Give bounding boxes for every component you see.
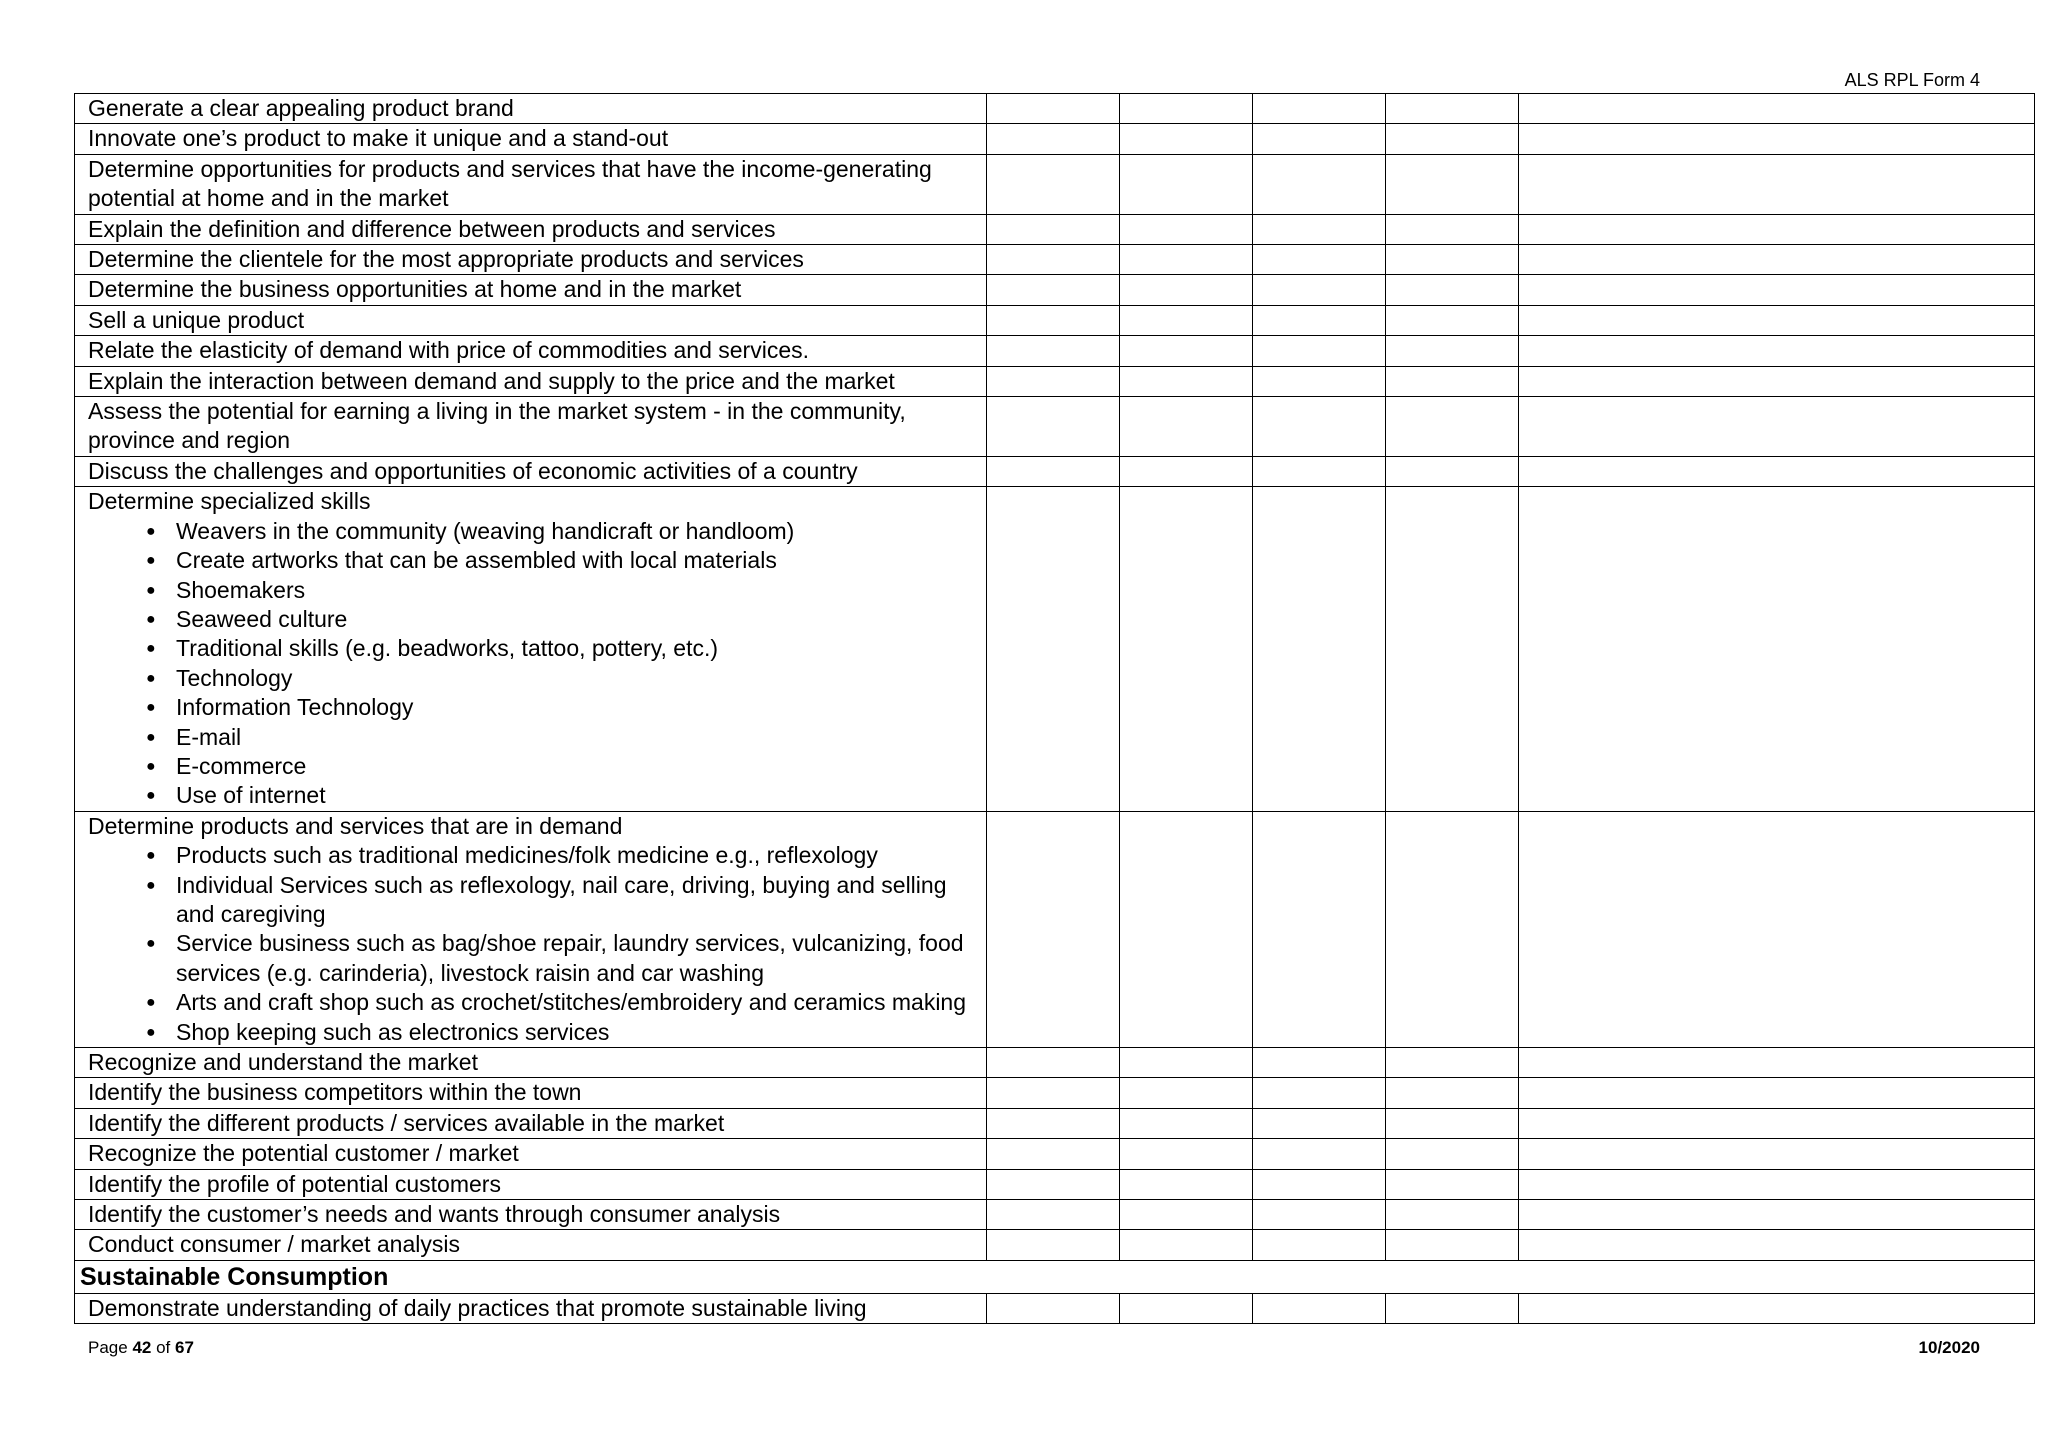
revision-date: 10/2020 <box>1918 1338 1980 1357</box>
page-of: of <box>156 1338 171 1357</box>
rating-cell[interactable] <box>987 1169 1120 1199</box>
rating-cell[interactable] <box>987 245 1120 275</box>
competency-text: Identify the different products / services available in the market <box>88 1109 725 1136</box>
rating-cell[interactable] <box>1253 456 1386 486</box>
rating-cell[interactable] <box>1253 94 1386 124</box>
rating-cell[interactable] <box>987 1048 1120 1078</box>
rating-cell[interactable] <box>1120 366 1253 396</box>
rating-cell[interactable] <box>987 336 1120 366</box>
competency-row <box>75 336 2035 366</box>
sub-skill-item: ● E-commerce <box>146 752 986 781</box>
rating-cell[interactable] <box>1253 811 1386 1047</box>
sub-skill-item: ● Use of internet <box>146 781 986 810</box>
competency-text: Identify the business competitors within the town <box>88 1079 582 1106</box>
rating-cell[interactable] <box>1386 124 1519 154</box>
rating-cell[interactable] <box>1253 245 1386 275</box>
rating-cell[interactable] <box>1386 1200 1519 1230</box>
competency-text: Determine opportunities for products and services that have the income-generating potential at home and in the market <box>88 155 932 212</box>
rating-cell[interactable] <box>1120 245 1253 275</box>
rating-cell[interactable] <box>1120 275 1253 305</box>
competency-row <box>75 1169 2035 1199</box>
rating-cell[interactable] <box>1253 366 1386 396</box>
rating-cell[interactable] <box>1253 1200 1386 1230</box>
remarks-cell[interactable] <box>1519 94 2035 124</box>
competency-text: Identify the profile of potential customers <box>88 1170 501 1197</box>
competency-cell <box>75 1139 987 1169</box>
sub-skill-item: ● Arts and craft shop such as crochet/stitches/embroidery and ceramics making <box>146 988 986 1017</box>
competency-cell <box>75 487 987 811</box>
sub-skill-item: ● Shop keeping such as electronics services <box>146 1018 986 1047</box>
rating-cell[interactable] <box>1120 487 1253 811</box>
rating-cell[interactable] <box>1386 94 1519 124</box>
remarks-cell[interactable] <box>1519 154 2035 214</box>
competency-row <box>75 1048 2035 1078</box>
section-header-row <box>75 1260 2035 1293</box>
competency-text: Conduct consumer / market analysis <box>88 1231 460 1258</box>
competency-text: Relate the elasticity of demand with price of commodities and services. <box>88 337 809 364</box>
competency-text: Determine the business opportunities at home and in the market <box>88 276 742 303</box>
competency-row <box>75 1139 2035 1169</box>
rating-cell[interactable] <box>987 366 1120 396</box>
sub-skill-list <box>88 841 986 1047</box>
rating-cell[interactable] <box>1120 1200 1253 1230</box>
rating-cell[interactable] <box>987 275 1120 305</box>
sub-skill-item: ● Shoemakers <box>146 576 986 605</box>
competency-cell <box>75 1078 987 1108</box>
rating-cell[interactable] <box>1253 1169 1386 1199</box>
rating-cell[interactable] <box>1386 1230 1519 1260</box>
competency-text: Identify the customer’s needs and wants through consumer analysis <box>88 1201 781 1228</box>
rating-cell[interactable] <box>987 811 1120 1047</box>
remarks-cell[interactable] <box>1519 1048 2035 1078</box>
remarks-cell[interactable] <box>1519 366 2035 396</box>
rating-cell[interactable] <box>1120 397 1253 457</box>
sub-skill-item: ● Seaweed culture <box>146 605 986 634</box>
remarks-cell[interactable] <box>1519 214 2035 244</box>
rating-cell[interactable] <box>1120 1293 1253 1323</box>
rating-cell[interactable] <box>1386 1293 1519 1323</box>
rating-cell[interactable] <box>1386 214 1519 244</box>
remarks-cell[interactable] <box>1519 305 2035 335</box>
competency-text: Demonstrate understanding of daily practices that promote sustainable living <box>88 1294 867 1321</box>
competency-cell <box>75 456 987 486</box>
competency-cell <box>75 366 987 396</box>
rating-cell[interactable] <box>1120 305 1253 335</box>
remarks-cell[interactable] <box>1519 456 2035 486</box>
sub-skill-item: ● Technology <box>146 664 986 693</box>
rating-cell[interactable] <box>1253 1230 1386 1260</box>
rating-cell[interactable] <box>1386 336 1519 366</box>
remarks-cell[interactable] <box>1519 1108 2035 1138</box>
rating-cell[interactable] <box>987 397 1120 457</box>
remarks-cell[interactable] <box>1519 397 2035 457</box>
competency-row <box>75 124 2035 154</box>
competency-cell <box>75 305 987 335</box>
competency-text: Innovate one’s product to make it unique and a stand-out <box>88 125 669 152</box>
rating-cell[interactable] <box>1386 245 1519 275</box>
rating-cell[interactable] <box>1386 397 1519 457</box>
rating-cell[interactable] <box>1253 214 1386 244</box>
competency-cell <box>75 1048 987 1078</box>
rating-cell[interactable] <box>1120 811 1253 1047</box>
competency-text: Determine specialized skills <box>88 488 371 515</box>
competency-row <box>75 275 2035 305</box>
rating-cell[interactable] <box>987 94 1120 124</box>
competency-row <box>75 305 2035 335</box>
rating-cell[interactable] <box>987 124 1120 154</box>
remarks-cell[interactable] <box>1519 811 2035 1047</box>
page-total: 67 <box>175 1338 194 1357</box>
remarks-cell[interactable] <box>1519 124 2035 154</box>
rating-cell[interactable] <box>987 1139 1120 1169</box>
competency-row <box>75 456 2035 486</box>
rating-cell[interactable] <box>1253 1108 1386 1138</box>
competency-cell <box>75 1169 987 1199</box>
remarks-cell[interactable] <box>1519 1230 2035 1260</box>
competency-cell <box>75 336 987 366</box>
rating-cell[interactable] <box>1253 124 1386 154</box>
rating-cell[interactable] <box>1120 1108 1253 1138</box>
competency-text: Recognize the potential customer / market <box>88 1140 519 1167</box>
rating-cell[interactable] <box>1386 456 1519 486</box>
competency-text: Generate a clear appealing product brand <box>88 95 514 121</box>
rating-cell[interactable] <box>1120 94 1253 124</box>
rating-cell[interactable] <box>987 456 1120 486</box>
rating-cell[interactable] <box>1253 154 1386 214</box>
rating-cell[interactable] <box>987 1108 1120 1138</box>
rating-cell[interactable] <box>1386 1078 1519 1108</box>
rating-cell[interactable] <box>1253 1078 1386 1108</box>
page-label: Page <box>88 1338 128 1357</box>
form-id-header: ALS RPL Form 4 <box>1844 70 1980 90</box>
rating-cell[interactable] <box>1120 1230 1253 1260</box>
rating-cell[interactable] <box>987 1293 1120 1323</box>
remarks-cell[interactable] <box>1519 275 2035 305</box>
sub-skill-item: ● E-mail <box>146 723 986 752</box>
competency-row <box>75 214 2035 244</box>
rating-cell[interactable] <box>1120 336 1253 366</box>
rating-cell[interactable] <box>1253 336 1386 366</box>
sub-skill-item: ● Traditional skills (e.g. beadworks, tattoo, pottery, etc.) <box>146 634 986 663</box>
rating-cell[interactable] <box>1120 124 1253 154</box>
rating-cell[interactable] <box>1120 1139 1253 1169</box>
competency-text: Recognize and understand the market <box>88 1049 478 1075</box>
rating-cell[interactable] <box>1253 397 1386 457</box>
section-title: Sustainable Consumption <box>75 1260 2035 1293</box>
remarks-cell[interactable] <box>1519 1293 2035 1323</box>
rating-cell[interactable] <box>1386 366 1519 396</box>
remarks-cell[interactable] <box>1519 1200 2035 1230</box>
rating-cell[interactable] <box>1386 1139 1519 1169</box>
rating-cell[interactable] <box>1253 487 1386 811</box>
rating-cell[interactable] <box>987 1078 1120 1108</box>
rating-cell[interactable] <box>987 487 1120 811</box>
competency-cell <box>75 214 987 244</box>
competency-row <box>75 1078 2035 1108</box>
rating-cell[interactable] <box>987 154 1120 214</box>
rating-cell[interactable] <box>1120 1078 1253 1108</box>
competency-cell <box>75 94 987 124</box>
competency-row <box>75 1293 2035 1323</box>
competency-cell <box>75 154 987 214</box>
rating-cell[interactable] <box>1386 487 1519 811</box>
rating-cell[interactable] <box>1253 1293 1386 1323</box>
competency-cell <box>75 811 987 1047</box>
competency-row <box>75 397 2035 457</box>
sub-skill-item: ● Individual Services such as reflexology, nail care, driving, buying and selling and caregiving <box>146 871 986 930</box>
competency-row <box>75 1230 2035 1260</box>
rating-cell[interactable] <box>1386 811 1519 1047</box>
remarks-cell[interactable] <box>1519 487 2035 811</box>
competency-row <box>75 1108 2035 1138</box>
rating-cell[interactable] <box>1253 1139 1386 1169</box>
competency-checklist-table <box>74 93 2035 1324</box>
competency-cell <box>75 245 987 275</box>
competency-text: Determine products and services that are in demand <box>88 812 623 839</box>
competency-cell <box>75 275 987 305</box>
competency-cell <box>75 1200 987 1230</box>
competency-text: Explain the definition and difference between products and services <box>88 215 776 242</box>
competency-row <box>75 94 2035 124</box>
competency-cell <box>75 124 987 154</box>
remarks-cell[interactable] <box>1519 245 2035 275</box>
competency-text: Explain the interaction between demand and supply to the price and the market <box>88 367 895 394</box>
rating-cell[interactable] <box>1253 1048 1386 1078</box>
competency-cell <box>75 1293 987 1323</box>
sub-skill-item: ● Weavers in the community (weaving handicraft or handloom) <box>146 517 986 546</box>
page-current: 42 <box>132 1338 152 1357</box>
rating-cell[interactable] <box>1386 1169 1519 1199</box>
competency-text: Determine the clientele for the most appropriate products and services <box>88 246 804 273</box>
rating-cell[interactable] <box>1253 275 1386 305</box>
rating-cell[interactable] <box>1253 305 1386 335</box>
rating-cell[interactable] <box>987 1230 1120 1260</box>
competency-cell <box>75 397 987 457</box>
sub-skill-item: ● Information Technology <box>146 693 986 722</box>
rating-cell[interactable] <box>987 214 1120 244</box>
sub-skill-item: ● Products such as traditional medicines/folk medicine e.g., reflexology <box>146 841 986 870</box>
competency-cell <box>75 1230 987 1260</box>
competency-text: Discuss the challenges and opportunities of economic activities of a country <box>88 457 858 484</box>
rating-cell[interactable] <box>1120 1169 1253 1199</box>
competency-row <box>75 366 2035 396</box>
remarks-cell[interactable] <box>1519 1169 2035 1199</box>
competency-text: Sell a unique product <box>88 306 305 333</box>
competency-row <box>75 487 2035 811</box>
competency-cell <box>75 1108 987 1138</box>
sub-skill-list <box>88 517 986 811</box>
rating-cell[interactable] <box>1386 1108 1519 1138</box>
competency-row <box>75 245 2035 275</box>
rating-cell[interactable] <box>1386 275 1519 305</box>
page-number <box>88 1338 194 1358</box>
remarks-cell[interactable] <box>1519 1139 2035 1169</box>
rating-cell[interactable] <box>1120 1048 1253 1078</box>
sub-skill-item: ● Create artworks that can be assembled with local materials <box>146 546 986 575</box>
rating-cell[interactable] <box>1386 154 1519 214</box>
competency-row <box>75 1200 2035 1230</box>
rating-cell[interactable] <box>1386 305 1519 335</box>
competency-row <box>75 811 2035 1047</box>
rating-cell[interactable] <box>1386 1048 1519 1078</box>
rating-cell[interactable] <box>1120 456 1253 486</box>
competency-row <box>75 154 2035 214</box>
rating-cell[interactable] <box>1120 154 1253 214</box>
remarks-cell[interactable] <box>1519 1078 2035 1108</box>
rating-cell[interactable] <box>987 1200 1120 1230</box>
sub-skill-item: ● Service business such as bag/shoe repair, laundry services, vulcanizing, food services (e.g. carinderia), livestock raisin and car washing <box>146 929 986 988</box>
remarks-cell[interactable] <box>1519 336 2035 366</box>
rating-cell[interactable] <box>1120 214 1253 244</box>
rating-cell[interactable] <box>987 305 1120 335</box>
competency-text: Assess the potential for earning a living in the market system - in the community, province and region <box>88 398 906 454</box>
